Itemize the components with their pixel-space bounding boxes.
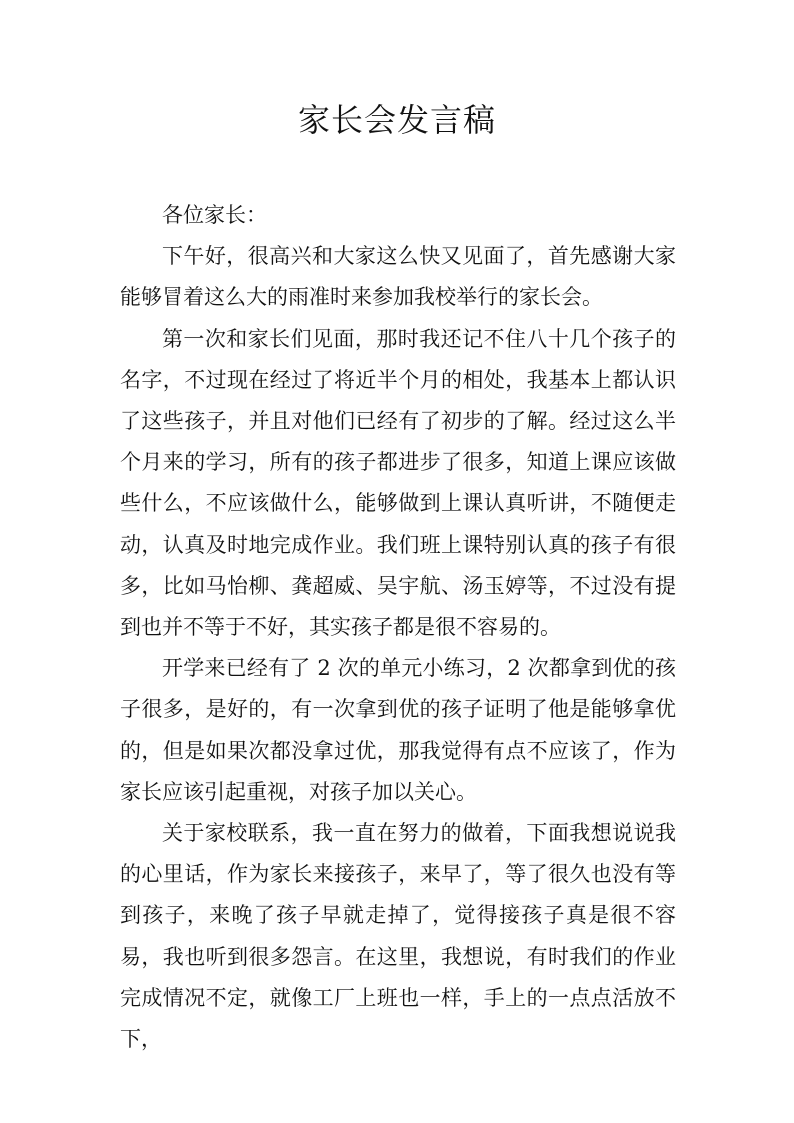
body-paragraph: 关于家校联系，我一直在努力的做着，下面我想说说我的心里话，作为家长来接孩子，来早了，等了很久也没有等到孩子，来晚了孩子早就走掉了，觉得接孩子真是很不容易，我也听到很多怨言。在这里，我想说，有时我们的作业完成情况不定，就像工厂上班也一样，手上的一点点活放不下， — [120, 821, 676, 1052]
body-paragraph: 第一次和家长们见面，那时我还记不住八十几个孩子的名字，不过现在经过了将近半个月的相处，我基本上都认识了这些孩子，并且对他们已经有了初步的了解。经过这么半个月来的学习，所有的孩子都进步了很多，知道上课应该做些什么，不应该做什么，能够做到上课认真听讲，不随便走动，认真及时地完成作业。我们班上课特别认真的孩子有很多，比如马怡柳、龚超威、吴宇航、汤玉婷等，不过没有提到也并不等于不好，其实孩子都是很不容易的。 — [120, 326, 676, 640]
body-paragraph: 开学来已经有了 2 次的单元小练习，2 次都拿到优的孩子很多，是好的，有一次拿到优的孩子证明了他是能够拿优的，但是如果次都没拿过优，那我觉得有点不应该了，作为家长应该引起重视，对孩子加以关心。 — [120, 656, 676, 804]
body-paragraph: 下午好，很高兴和大家这么快又见面了，首先感谢大家能够冒着这么大的雨准时来参加我校举行的家长会。 — [120, 244, 676, 310]
document-title: 家长会发言稿 — [297, 101, 496, 139]
document-body — [120, 195, 676, 1060]
salutation-paragraph: 各位家长： — [162, 203, 267, 227]
